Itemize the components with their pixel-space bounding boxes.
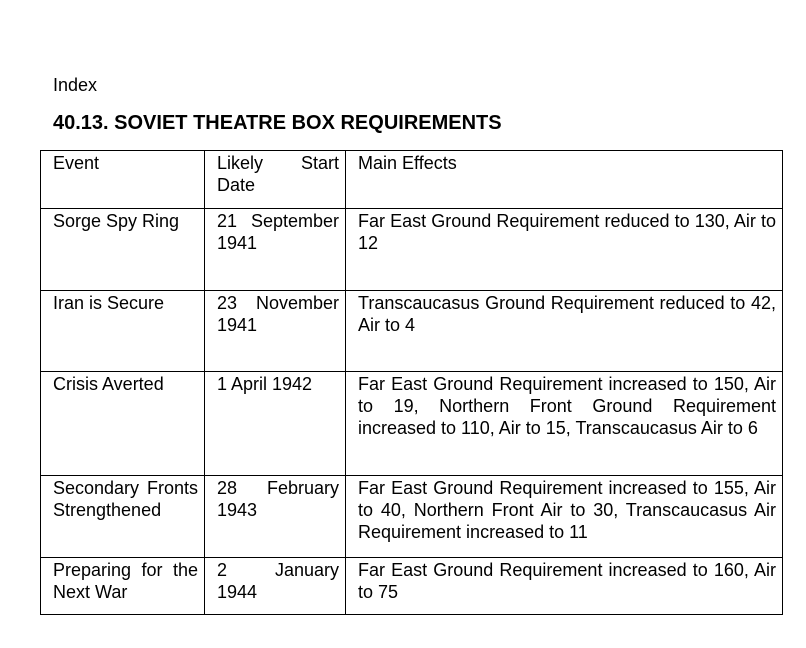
date-cell: 1 April 1942 [205,372,346,476]
table-row [41,372,783,476]
table-row [41,558,783,615]
page-title: 40.13. SOVIET THEATRE BOX REQUIREMENTS [53,112,502,134]
event-cell: Iran is Secure [41,291,205,372]
table-body [41,209,783,615]
effects-cell: Far East Ground Requirement increased to 160, Air to 75 [346,558,783,615]
effects-cell: Transcaucasus Ground Requirement reduced to 42, Air to 4 [346,291,783,372]
table-row [41,476,783,558]
date-cell: 2 January 1944 [205,558,346,615]
event-cell: Preparing for the Next War [41,558,205,615]
effects-cell: Far East Ground Requirement increased to 150, Air to 19, Northern Front Ground Requirement increased to 110, Air to 15, Transcaucasus Air to 6 [346,372,783,476]
table-header-row [41,151,783,209]
table-row [41,291,783,372]
effects-cell: Far East Ground Requirement reduced to 130, Air to 12 [346,209,783,291]
column-header-event: Event [41,151,205,209]
date-cell: 21 September 1941 [205,209,346,291]
breadcrumb-index[interactable]: Index [53,75,98,95]
event-cell: Crisis Averted [41,372,205,476]
date-cell: 23 November 1941 [205,291,346,372]
date-cell: 28 February 1943 [205,476,346,558]
event-cell: Secondary Fronts Strengthened [41,476,205,558]
requirements-table [40,150,783,615]
effects-cell: Far East Ground Requirement increased to 155, Air to 40, Northern Front Air to 30, Transcaucasus Air Requirement increased to 11 [346,476,783,558]
event-cell: Sorge Spy Ring [41,209,205,291]
table-header [41,151,783,209]
column-header-date: Likely Start Date [205,151,346,209]
column-header-effects: Main Effects [346,151,783,209]
table-row [41,209,783,291]
